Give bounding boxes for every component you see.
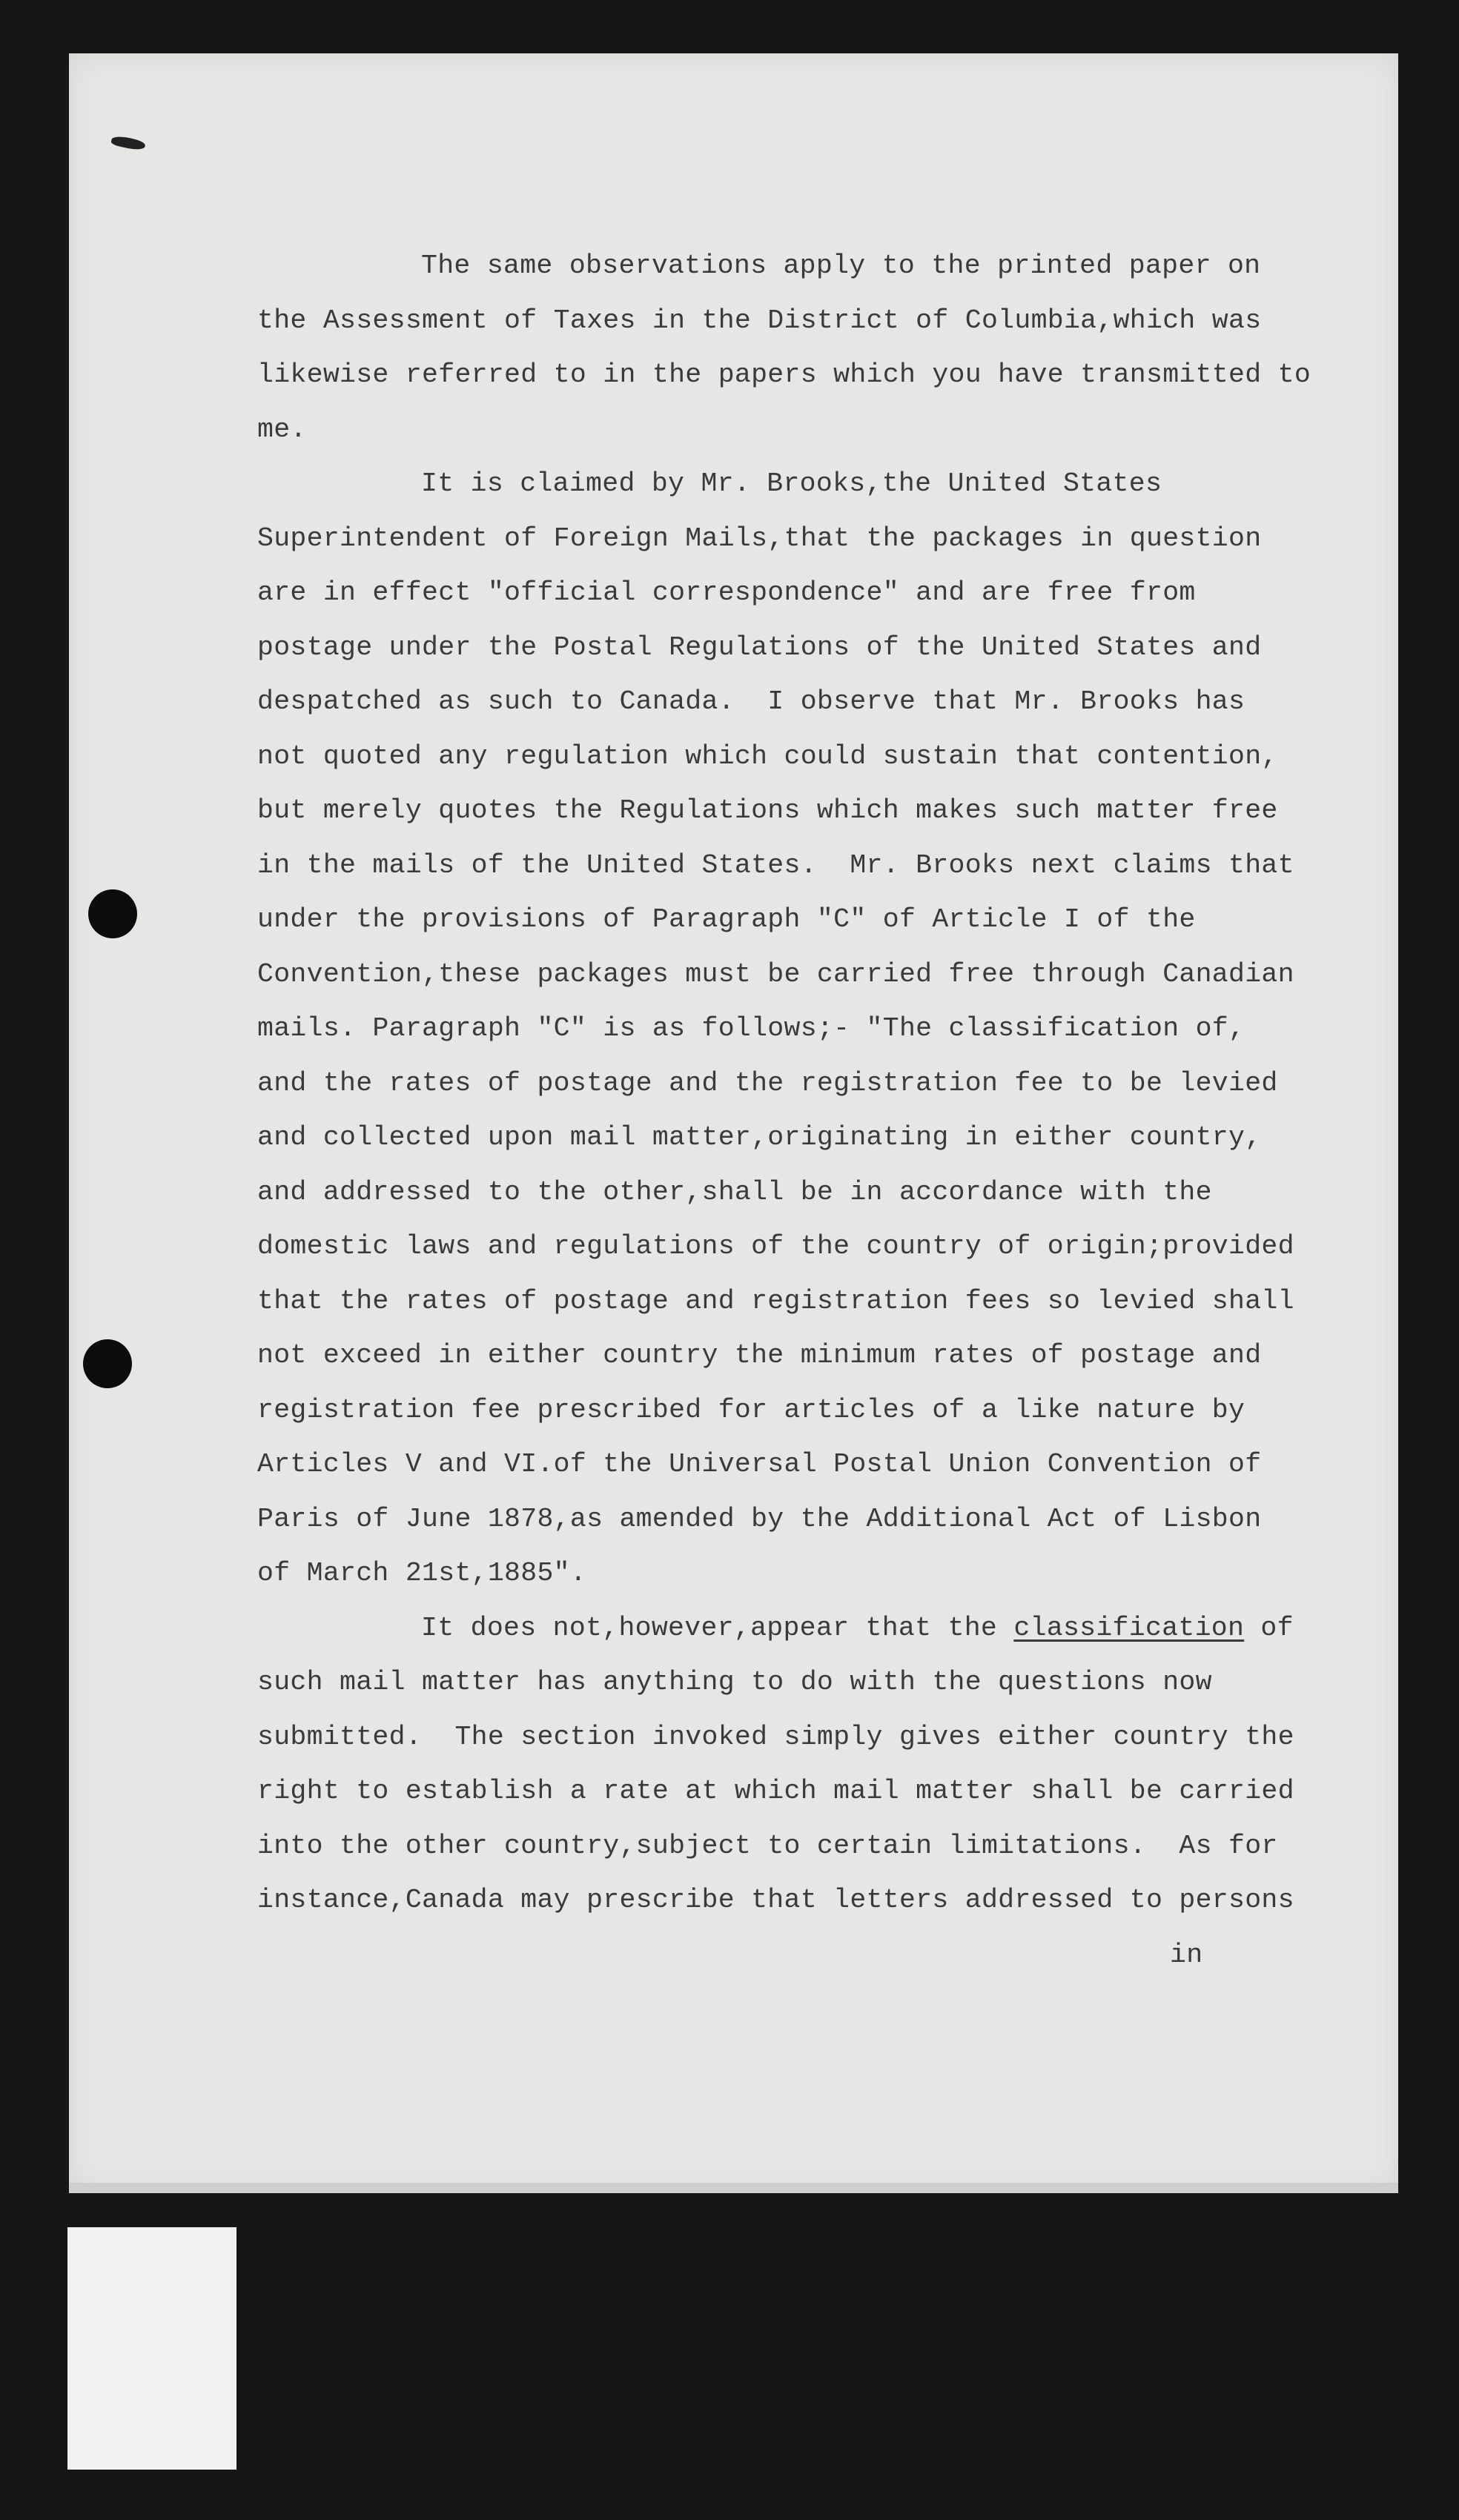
text-line: under the provisions of Paragraph "C" of Article I of the [257, 904, 1196, 935]
text-line: Articles V and VI.of the Universal Postal Union Convention of [257, 1449, 1262, 1479]
underlined-word: classification [1013, 1612, 1245, 1643]
text-line: Superintendent of Foreign Mails,that the packages in question [257, 523, 1262, 554]
text-line: me. [257, 414, 307, 445]
text-line: not quoted any regulation which could sustain that contention, [257, 740, 1278, 772]
text-line: but merely quotes the Regulations which makes such matter free [257, 795, 1278, 826]
text-line: likewise referred to in the papers which you have transmitted to [257, 359, 1311, 390]
text-line: mails. Paragraph "C" is as follows;- "The classification of, [257, 1013, 1245, 1044]
text-line: and the rates of postage and the registration fee to be levied [257, 1067, 1278, 1098]
text-line: such mail matter has anything to do with the questions now [257, 1667, 1212, 1697]
text-line: into the other country,subject to certain limitations. As for [257, 1830, 1278, 1861]
text-line: despatched as such to Canada. I observe that Mr. Brooks has [257, 686, 1245, 717]
text-line: registration fee prescribed for articles of a like nature by [257, 1394, 1245, 1425]
text-line: are in effect "official correspondence" and are free from [257, 577, 1196, 608]
text-line [257, 1601, 1340, 1656]
text-line: instance,Canada may prescribe that letters addressed to persons [257, 1885, 1294, 1915]
punch-hole [88, 889, 137, 938]
text-line: in the mails of the United States. Mr. Brooks next claims that [257, 849, 1294, 881]
text-line: and addressed to the other,shall be in accordance with the [257, 1176, 1212, 1207]
text-line: that the rates of postage and registration fees so levied shall [257, 1285, 1294, 1316]
page-edge [69, 2183, 1398, 2193]
text-line: It is claimed by Mr. Brooks,the United States [421, 468, 1162, 499]
blank-label [67, 2227, 236, 2470]
text-line: The same observations apply to the printed paper on [421, 251, 1261, 281]
text-line: and collected upon mail matter,originating in either country, [257, 1122, 1262, 1153]
text-segment: It does not,however,appear that the [421, 1612, 1014, 1643]
typed-text [257, 239, 1340, 1982]
text-line: the Assessment of Taxes in the District of Columbia,which was [257, 305, 1262, 336]
text-line: postage under the Postal Regulations of the United States and [257, 631, 1262, 663]
text-line: right to establish a rate at which mail matter shall be carried [257, 1776, 1294, 1806]
text-line: of March 21st,1885". [257, 1558, 587, 1588]
text-line: Paris of June 1878,as amended by the Additional Act of Lisbon [257, 1503, 1262, 1534]
punch-hole [83, 1339, 132, 1388]
text-line: Convention,these packages must be carried free through Canadian [257, 958, 1294, 989]
text-segment: of [1244, 1612, 1294, 1643]
text-line: not exceed in either country the minimum rates of postage and [257, 1340, 1262, 1370]
text-line: submitted. The section invoked simply gives either country the [257, 1721, 1294, 1752]
text-line: domestic laws and regulations of the country of origin;provided [257, 1231, 1294, 1261]
catchword: in [1170, 1939, 1203, 1970]
